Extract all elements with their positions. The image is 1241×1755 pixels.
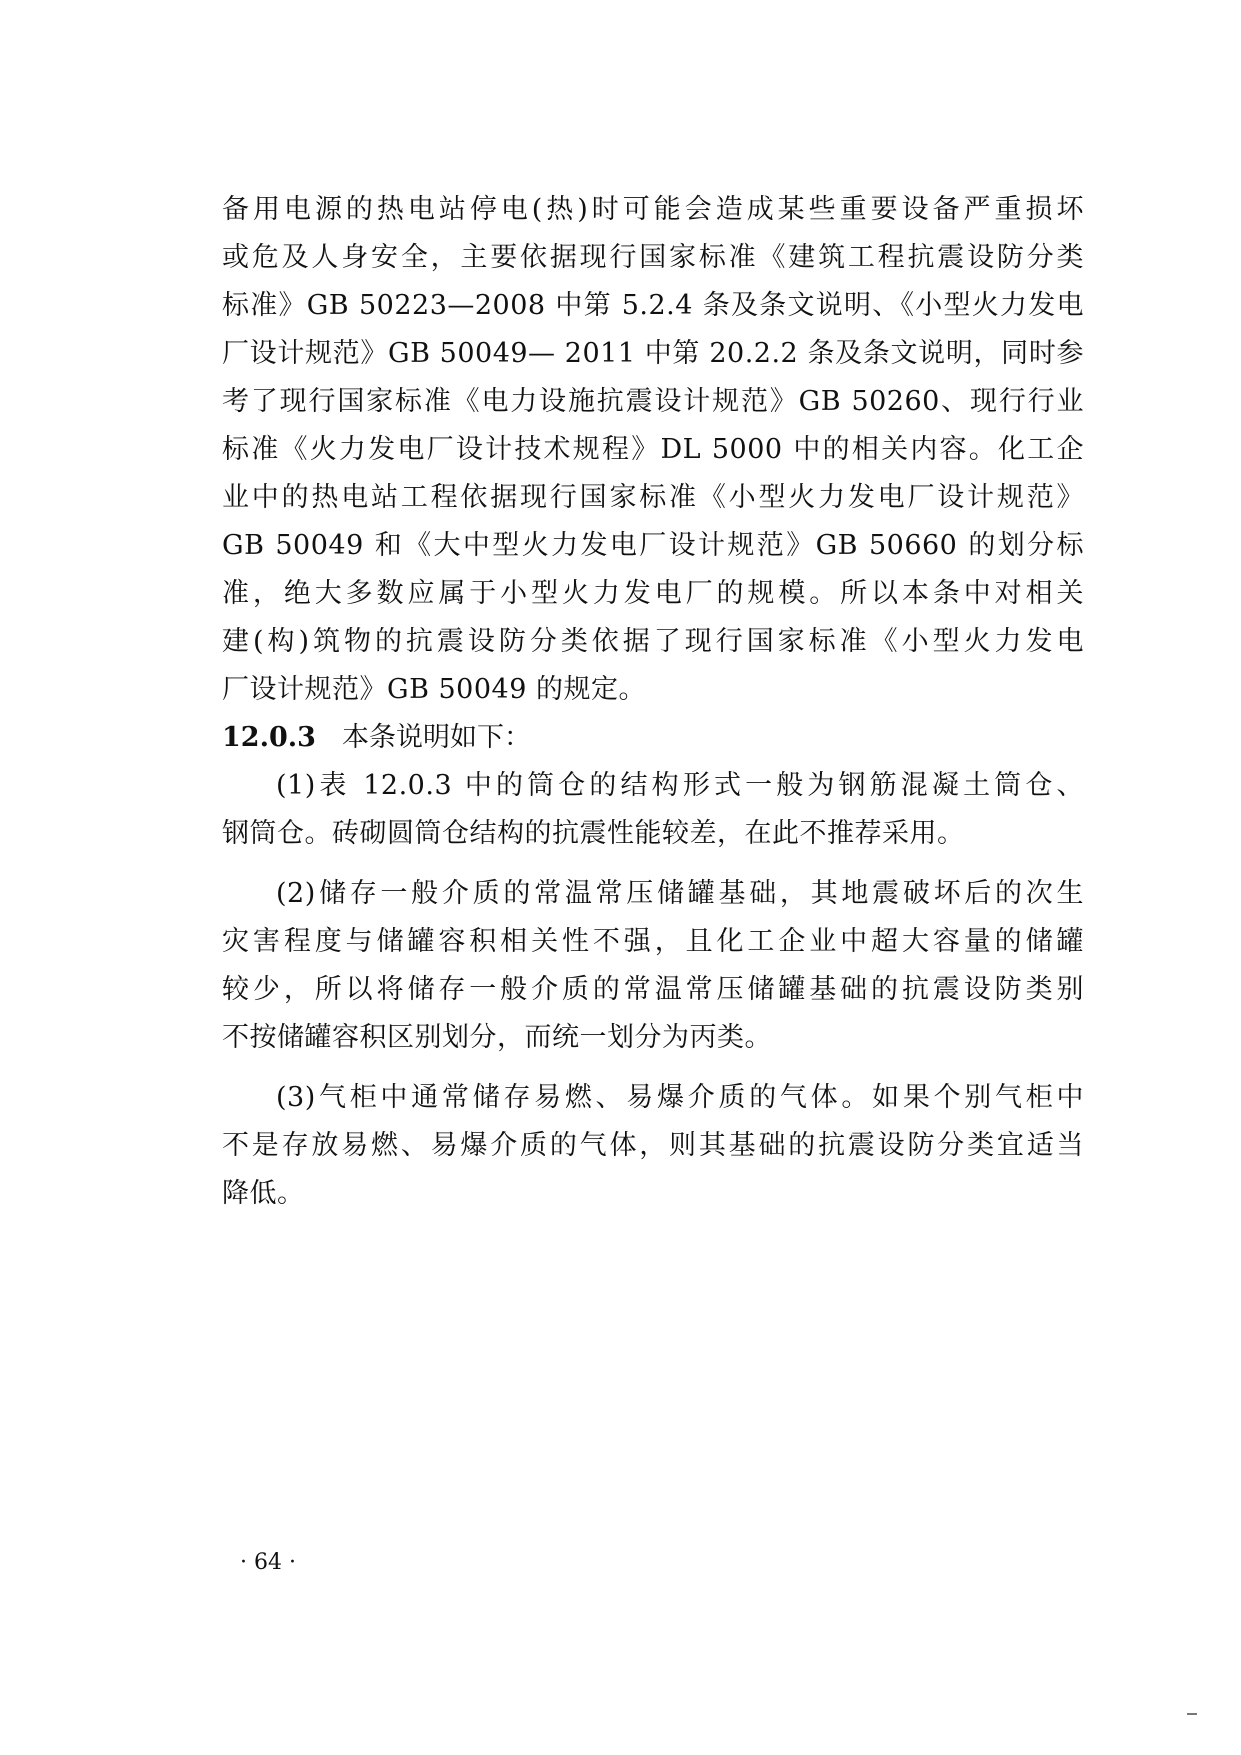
text-line: 业中的热电站工程依据现行国家标准《小型火力发电厂设计规范》 <box>222 482 1084 513</box>
text-line: (3)气柜中通常储存易燃、易爆介质的气体。如果个别气柜中 <box>276 1082 1084 1113</box>
clause-intro: 本条说明如下： <box>341 722 531 753</box>
text-line: 建(构)筑物的抗震设防分类依据了现行国家标准《小型火力发电 <box>222 626 1084 657</box>
text-line: 钢筒仓。砖砌圆筒仓结构的抗震性能较差，在此不推荐采用。 <box>222 818 965 849</box>
paragraph-gap <box>222 858 1084 870</box>
text-line: 不按储罐容积区别划分，而统一划分为丙类。 <box>222 1022 772 1053</box>
body-text <box>222 186 1084 1218</box>
text-line: 不是存放易燃、易爆介质的气体，则其基础的抗震设防分类宜适当 <box>222 1130 1084 1161</box>
text-line: 备用电源的热电站停电(热)时可能会造成某些重要设备严重损坏 <box>222 194 1084 225</box>
text-line: GB 50049 和《大中型火力发电厂设计规范》GB 50660 的划分标 <box>222 530 1084 561</box>
text-line: 降低。 <box>222 1178 305 1209</box>
paragraph-hot-power-station <box>222 186 1084 714</box>
clause-heading <box>222 714 1084 762</box>
text-line: 准，绝大多数应属于小型火力发电厂的规模。所以本条中对相关 <box>222 578 1084 609</box>
page-number: · 64 · <box>240 1550 296 1575</box>
clause-item-2 <box>222 870 1084 1062</box>
text-line: (2)储存一般介质的常温常压储罐基础，其地震破坏后的次生 <box>276 878 1084 909</box>
scan-mark <box>1187 1713 1197 1715</box>
text-line: 厂设计规范》GB 50049— 2011 中第 20.2.2 条及条文说明，同时参 <box>222 338 1084 369</box>
clause-number: 12.0.3 <box>222 722 316 753</box>
text-line: 标准《火力发电厂设计技术规程》DL 5000 中的相关内容。化工企 <box>222 434 1084 465</box>
clause-item-1 <box>222 762 1084 858</box>
text-line: 标准》GB 50223—2008 中第 5.2.4 条及条文说明、《小型火力发电 <box>222 290 1084 321</box>
text-line: 灾害程度与储罐容积相关性不强，且化工企业中超大容量的储罐 <box>222 926 1084 957</box>
paragraph-gap <box>222 1062 1084 1074</box>
clause-item-3 <box>222 1074 1084 1218</box>
text-line: 考了现行国家标准《电力设施抗震设计规范》GB 50260、现行行业 <box>222 386 1084 417</box>
text-line: (1)表 12.0.3 中的筒仓的结构形式一般为钢筋混凝土筒仓、 <box>276 770 1084 801</box>
text-line: 厂设计规范》GB 50049 的规定。 <box>222 674 646 705</box>
text-line: 或危及人身安全，主要依据现行国家标准《建筑工程抗震设防分类 <box>222 242 1084 273</box>
text-line: 较少，所以将储存一般介质的常温常压储罐基础的抗震设防类别 <box>222 974 1084 1005</box>
